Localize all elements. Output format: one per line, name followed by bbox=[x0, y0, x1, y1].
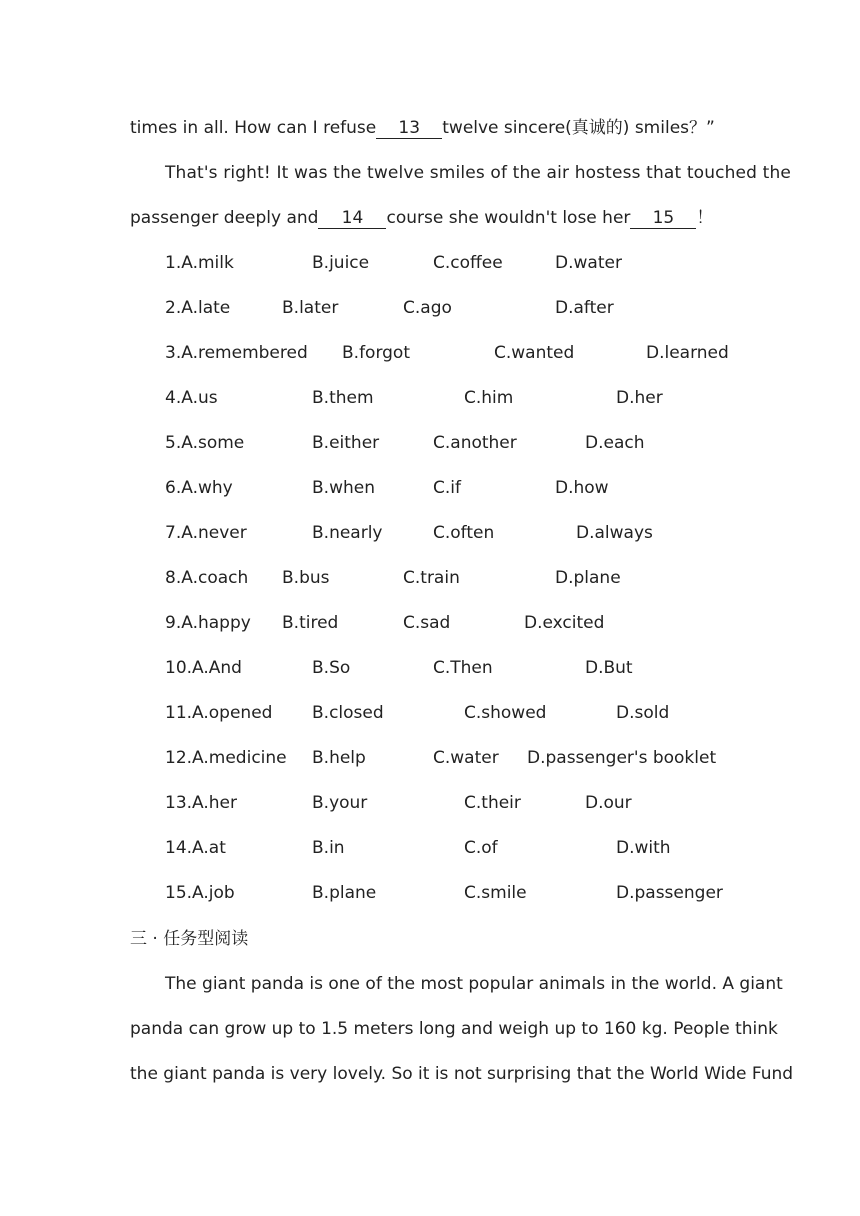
question-number: 6. bbox=[165, 478, 182, 498]
option-b: B.So bbox=[312, 658, 351, 678]
option-b: B.them bbox=[312, 388, 374, 408]
question-number: 9. bbox=[165, 613, 182, 633]
option-c: C.water bbox=[433, 748, 499, 768]
option-d: D.our bbox=[585, 793, 632, 813]
option-d: D.plane bbox=[555, 568, 621, 588]
panda-passage-line-3: the giant panda is very lovely. So it is not surprising that the World Wide Fund bbox=[130, 1064, 794, 1084]
passage-line-3 bbox=[130, 206, 713, 230]
option-text: A.her bbox=[192, 793, 238, 813]
question-number: 8. bbox=[165, 568, 182, 588]
question-number: 2. bbox=[165, 298, 182, 318]
option-a bbox=[165, 566, 248, 590]
option-d: D.how bbox=[555, 478, 609, 498]
passage-text: course she wouldn't lose her bbox=[386, 208, 631, 228]
option-a bbox=[165, 476, 233, 500]
option-a bbox=[165, 521, 247, 545]
option-text: A.late bbox=[181, 298, 231, 318]
question-number: 5. bbox=[165, 433, 182, 453]
option-c: C.another bbox=[433, 433, 517, 453]
blank-14: 14 bbox=[318, 208, 386, 229]
question-number: 15. bbox=[165, 883, 193, 903]
option-b: B.when bbox=[312, 478, 375, 498]
option-b: B.later bbox=[282, 298, 339, 318]
option-c: C.sad bbox=[403, 613, 451, 633]
option-b: B.forgot bbox=[342, 343, 410, 363]
panda-passage-line-1: The giant panda is one of the most popular animals in the world. A giant bbox=[165, 974, 783, 994]
option-b: B.your bbox=[312, 793, 368, 813]
blank-13: 13 bbox=[376, 118, 442, 139]
option-d: D.sold bbox=[616, 703, 670, 723]
question-number: 3. bbox=[165, 343, 182, 363]
option-c: C.smile bbox=[464, 883, 527, 903]
option-c: C.ago bbox=[403, 298, 452, 318]
option-c: C.their bbox=[464, 793, 521, 813]
option-a bbox=[165, 431, 244, 455]
option-d: D.after bbox=[555, 298, 614, 318]
option-a bbox=[165, 251, 234, 275]
option-b: B.in bbox=[312, 838, 345, 858]
option-text: A.some bbox=[181, 433, 245, 453]
option-a bbox=[165, 881, 235, 905]
option-text: A.coach bbox=[181, 568, 249, 588]
passage-text: passenger deeply and bbox=[130, 208, 319, 228]
option-b: B.closed bbox=[312, 703, 384, 723]
question-number: 12. bbox=[165, 748, 193, 768]
option-a bbox=[165, 656, 242, 680]
option-c: C.wanted bbox=[494, 343, 575, 363]
question-number: 10. bbox=[165, 658, 193, 678]
question-number: 14. bbox=[165, 838, 193, 858]
option-b: B.plane bbox=[312, 883, 377, 903]
passage-text: twelve sincere(真诚的) smiles？” bbox=[442, 118, 715, 138]
option-text: A.job bbox=[192, 883, 235, 903]
option-text: A.at bbox=[192, 838, 226, 858]
passage-text: times in all. How can I refuse bbox=[130, 118, 377, 138]
option-text: A.us bbox=[181, 388, 218, 408]
question-number: 11. bbox=[165, 703, 193, 723]
option-d: D.learned bbox=[646, 343, 729, 363]
question-number: 13. bbox=[165, 793, 193, 813]
option-text: A.And bbox=[192, 658, 242, 678]
option-text: A.medicine bbox=[192, 748, 287, 768]
option-d: D.excited bbox=[524, 613, 605, 633]
option-text: A.happy bbox=[181, 613, 251, 633]
option-b: B.juice bbox=[312, 253, 370, 273]
option-text: A.milk bbox=[181, 253, 234, 273]
option-c: C.often bbox=[433, 523, 495, 543]
option-c: C.if bbox=[433, 478, 461, 498]
passage-line-1 bbox=[130, 116, 715, 140]
option-b: B.either bbox=[312, 433, 380, 453]
option-a bbox=[165, 341, 308, 365]
option-b: B.tired bbox=[282, 613, 339, 633]
option-c: C.of bbox=[464, 838, 498, 858]
option-d: D.water bbox=[555, 253, 622, 273]
blank-15: 15 bbox=[630, 208, 696, 229]
option-c: C.showed bbox=[464, 703, 547, 723]
question-number: 7. bbox=[165, 523, 182, 543]
option-a bbox=[165, 701, 272, 725]
option-b: B.nearly bbox=[312, 523, 383, 543]
section-heading: 三 · 任务型阅读 bbox=[130, 929, 249, 949]
option-a bbox=[165, 296, 230, 320]
option-a bbox=[165, 746, 287, 770]
option-a bbox=[165, 791, 237, 815]
option-d: D.passenger's booklet bbox=[527, 748, 717, 768]
option-text: A.opened bbox=[192, 703, 273, 723]
option-d: D.passenger bbox=[616, 883, 723, 903]
option-d: D.always bbox=[576, 523, 653, 543]
option-d: D.with bbox=[616, 838, 671, 858]
option-d: D.But bbox=[585, 658, 633, 678]
option-d: D.each bbox=[585, 433, 645, 453]
passage-line-2 bbox=[165, 161, 791, 185]
passage-text: ！ bbox=[696, 208, 714, 228]
passage-text: That's right! It was the twelve smiles of the air hostess that touched the bbox=[165, 163, 792, 183]
option-text: A.never bbox=[181, 523, 247, 543]
option-c: C.coffee bbox=[433, 253, 503, 273]
option-a bbox=[165, 836, 226, 860]
option-c: C.train bbox=[403, 568, 460, 588]
option-a bbox=[165, 611, 251, 635]
option-c: C.him bbox=[464, 388, 514, 408]
option-a bbox=[165, 386, 218, 410]
option-text: A.why bbox=[181, 478, 233, 498]
option-text: A.remembered bbox=[181, 343, 308, 363]
option-c: C.Then bbox=[433, 658, 493, 678]
panda-passage-line-2: panda can grow up to 1.5 meters long and weigh up to 160 kg. People think bbox=[130, 1019, 778, 1039]
question-number: 4. bbox=[165, 388, 182, 408]
option-b: B.bus bbox=[282, 568, 330, 588]
option-b: B.help bbox=[312, 748, 366, 768]
option-d: D.her bbox=[616, 388, 663, 408]
question-number: 1. bbox=[165, 253, 182, 273]
